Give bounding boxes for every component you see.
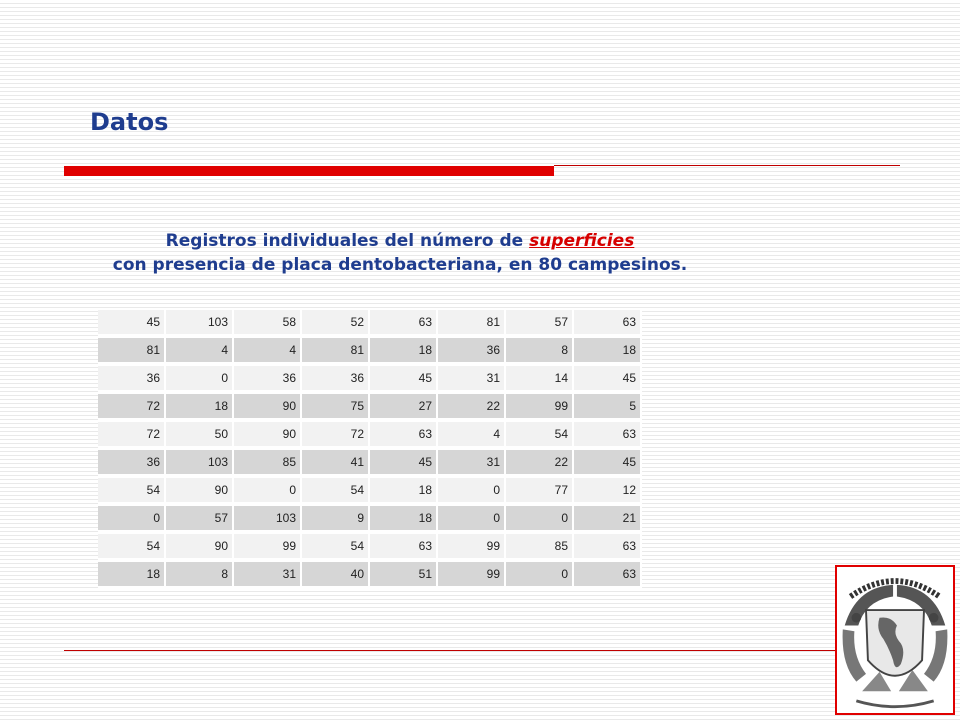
table-cell: 9 [301, 504, 369, 532]
table-cell: 45 [369, 364, 437, 392]
table-cell: 36 [301, 364, 369, 392]
table-row [98, 310, 641, 336]
data-table-body [98, 310, 641, 588]
table-cell: 18 [369, 504, 437, 532]
title-underline-bar [64, 166, 554, 176]
table-cell: 57 [505, 310, 573, 336]
table-cell: 51 [369, 560, 437, 588]
table-cell: 45 [573, 364, 641, 392]
table-cell: 4 [437, 420, 505, 448]
table-cell: 0 [505, 560, 573, 588]
table-cell: 5 [573, 392, 641, 420]
table-row [98, 364, 641, 392]
table-cell: 4 [233, 336, 301, 364]
table-cell: 90 [165, 476, 233, 504]
table-cell: 85 [233, 448, 301, 476]
table-cell: 40 [301, 560, 369, 588]
table-cell: 31 [437, 448, 505, 476]
table-cell: 81 [98, 336, 165, 364]
table-cell: 63 [573, 310, 641, 336]
table-cell: 52 [301, 310, 369, 336]
table-cell: 21 [573, 504, 641, 532]
table-cell: 45 [98, 310, 165, 336]
table-cell: 57 [165, 504, 233, 532]
table-cell: 41 [301, 448, 369, 476]
table-cell: 22 [437, 392, 505, 420]
title-divider-line [554, 165, 900, 166]
table-cell: 36 [98, 448, 165, 476]
table-cell: 75 [301, 392, 369, 420]
table-row [98, 448, 641, 476]
table-cell: 103 [165, 310, 233, 336]
table-cell: 72 [98, 420, 165, 448]
table-cell: 99 [437, 560, 505, 588]
table-cell: 99 [233, 532, 301, 560]
table-cell: 0 [233, 476, 301, 504]
table-cell: 31 [233, 560, 301, 588]
superficies-link[interactable]: superficies [529, 231, 635, 251]
table-cell: 63 [369, 420, 437, 448]
table-cell: 81 [301, 336, 369, 364]
table-cell: 18 [369, 336, 437, 364]
table-cell: 50 [165, 420, 233, 448]
table-caption [60, 229, 740, 277]
table-cell: 36 [233, 364, 301, 392]
table-cell: 85 [505, 532, 573, 560]
table-row [98, 392, 641, 420]
table-cell: 0 [437, 504, 505, 532]
logo-frame [835, 565, 955, 715]
table-cell: 72 [98, 392, 165, 420]
table-cell: 14 [505, 364, 573, 392]
table-cell: 72 [301, 420, 369, 448]
table-cell: 54 [98, 476, 165, 504]
table-cell: 0 [505, 504, 573, 532]
table-cell: 18 [369, 476, 437, 504]
table-cell: 90 [233, 392, 301, 420]
caption-line2-text: con presencia de placa dentobacteriana, en 80 campesinos. [112, 255, 688, 275]
table-cell: 45 [369, 448, 437, 476]
table-cell: 99 [505, 392, 573, 420]
table-cell: 45 [573, 448, 641, 476]
table-cell: 63 [573, 532, 641, 560]
data-table [98, 310, 642, 590]
table-cell: 22 [505, 448, 573, 476]
table-cell: 12 [573, 476, 641, 504]
table-cell: 63 [369, 310, 437, 336]
table-cell: 90 [165, 532, 233, 560]
table-cell: 8 [505, 336, 573, 364]
table-cell: 81 [437, 310, 505, 336]
table-cell: 0 [165, 364, 233, 392]
table-cell: 54 [301, 476, 369, 504]
table-row [98, 420, 641, 448]
table-cell: 0 [437, 476, 505, 504]
table-cell: 54 [505, 420, 573, 448]
table-cell: 77 [505, 476, 573, 504]
table-cell: 0 [98, 504, 165, 532]
table-row [98, 504, 641, 532]
table-row [98, 560, 641, 588]
slide-title: Datos [90, 108, 169, 136]
table-cell: 63 [573, 560, 641, 588]
table-cell: 18 [165, 392, 233, 420]
table-cell: 63 [369, 532, 437, 560]
table-row [98, 532, 641, 560]
table-cell: 99 [437, 532, 505, 560]
table-cell: 90 [233, 420, 301, 448]
table-cell: 36 [437, 336, 505, 364]
table-cell: 27 [369, 392, 437, 420]
table-cell: 36 [98, 364, 165, 392]
table-cell: 4 [165, 336, 233, 364]
table-cell: 54 [301, 532, 369, 560]
caption-line1-text: Registros individuales del número de [165, 231, 530, 251]
table-row [98, 336, 641, 364]
footer-divider-line [64, 650, 900, 651]
table-cell: 58 [233, 310, 301, 336]
table-cell: 18 [573, 336, 641, 364]
unam-seal-icon [837, 567, 953, 713]
table-cell: 103 [165, 448, 233, 476]
table-cell: 31 [437, 364, 505, 392]
table-cell: 8 [165, 560, 233, 588]
table-cell: 18 [98, 560, 165, 588]
table-cell: 63 [573, 420, 641, 448]
table-cell: 54 [98, 532, 165, 560]
table-cell: 103 [233, 504, 301, 532]
table-row [98, 476, 641, 504]
